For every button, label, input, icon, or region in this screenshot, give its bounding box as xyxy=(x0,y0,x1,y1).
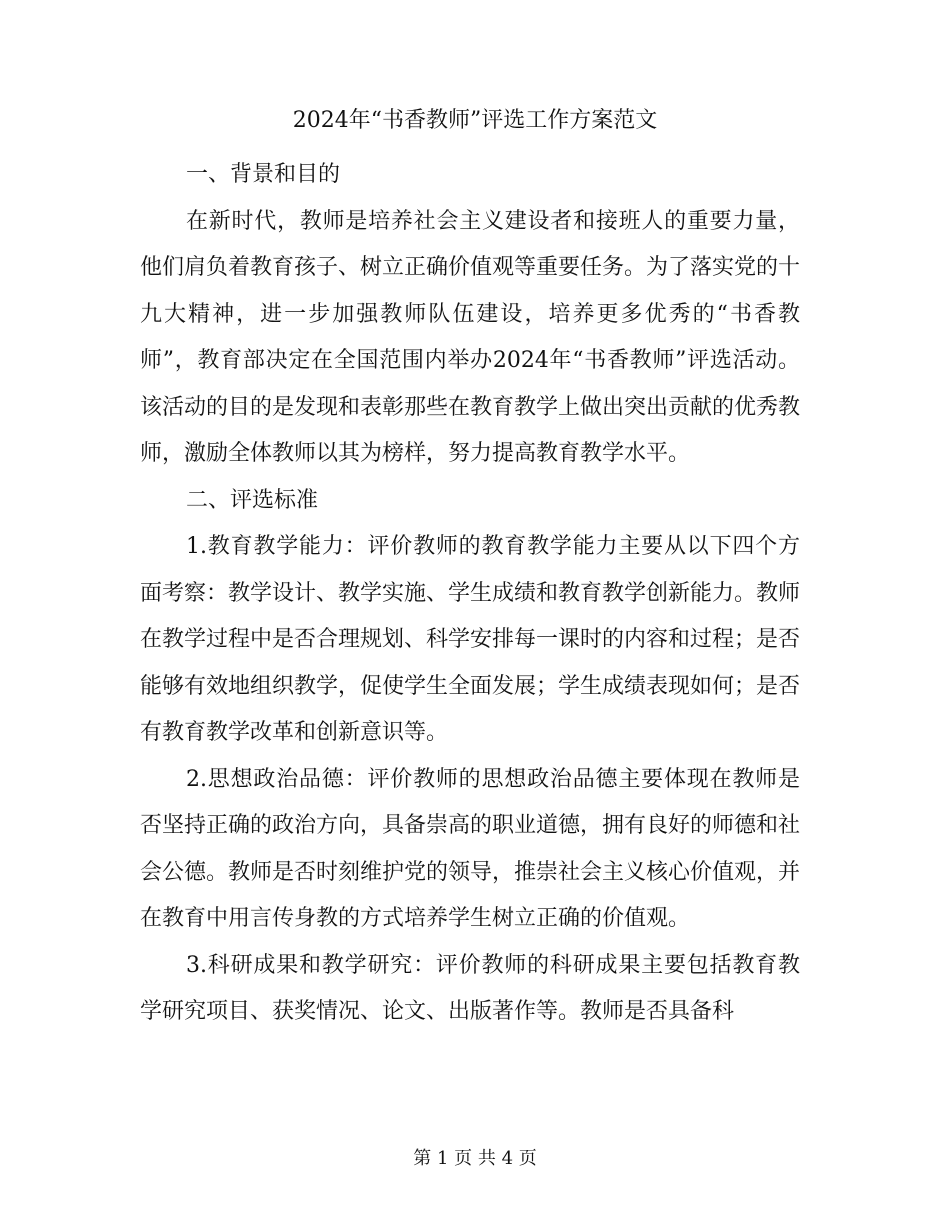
criteria-research-results: 3.科研成果和教学研究：评价教师的科研成果主要包括教育教学研究项目、获奖情况、论文、出版著作等。教师是否具备科 xyxy=(140,952,800,1024)
section-heading-criteria: 二、评选标准 xyxy=(186,487,319,513)
document-body xyxy=(140,152,800,1036)
section-heading-background: 一、背景和目的 xyxy=(186,162,341,187)
background-paragraph: 在新时代，教师是培养社会主义建设者和接班人的重要力量，他们肩负着教育孩子、树立正确价值观等重要任务。为了落实党的十九大精神，进一步加强教师队伍建设，培养更多优秀的“书香教师”，教育部决定在全国范围内举办2024年“书香教师”评选活动。该活动的目的是发现和表彰那些在教育教学上做出突出贡献的优秀教师，激励全体教师以其为榜样，努力提高教育教学水平。 xyxy=(140,208,801,466)
criteria-teaching-ability: 1.教育教学能力：评价教师的教育教学能力主要从以下四个方面考察：教学设计、教学实施、学生成绩和教育教学创新能力。教师在教学过程中是否合理规划、科学安排每一课时的内容和过程；是否能够有效地组织教学，促使学生全面发展；学生成绩表现如何；是否有教育教学改革和创新意识等。 xyxy=(140,534,801,745)
document-title: 2024年“书香教师”评选工作方案范文 xyxy=(292,108,658,133)
criteria-political-morality: 2.思想政治品德：评价教师的思想政治品德主要体现在教师是否坚持正确的政治方向，具备崇高的职业道德，拥有良好的师德和社会公德。教师是否时刻维护党的领导，推崇社会主义核心价值观，并在教育中用言传身教的方式培养学生树立正确的价值观。 xyxy=(140,766,801,931)
page-number-footer: 第 1 页 共 4 页 xyxy=(413,1148,537,1169)
